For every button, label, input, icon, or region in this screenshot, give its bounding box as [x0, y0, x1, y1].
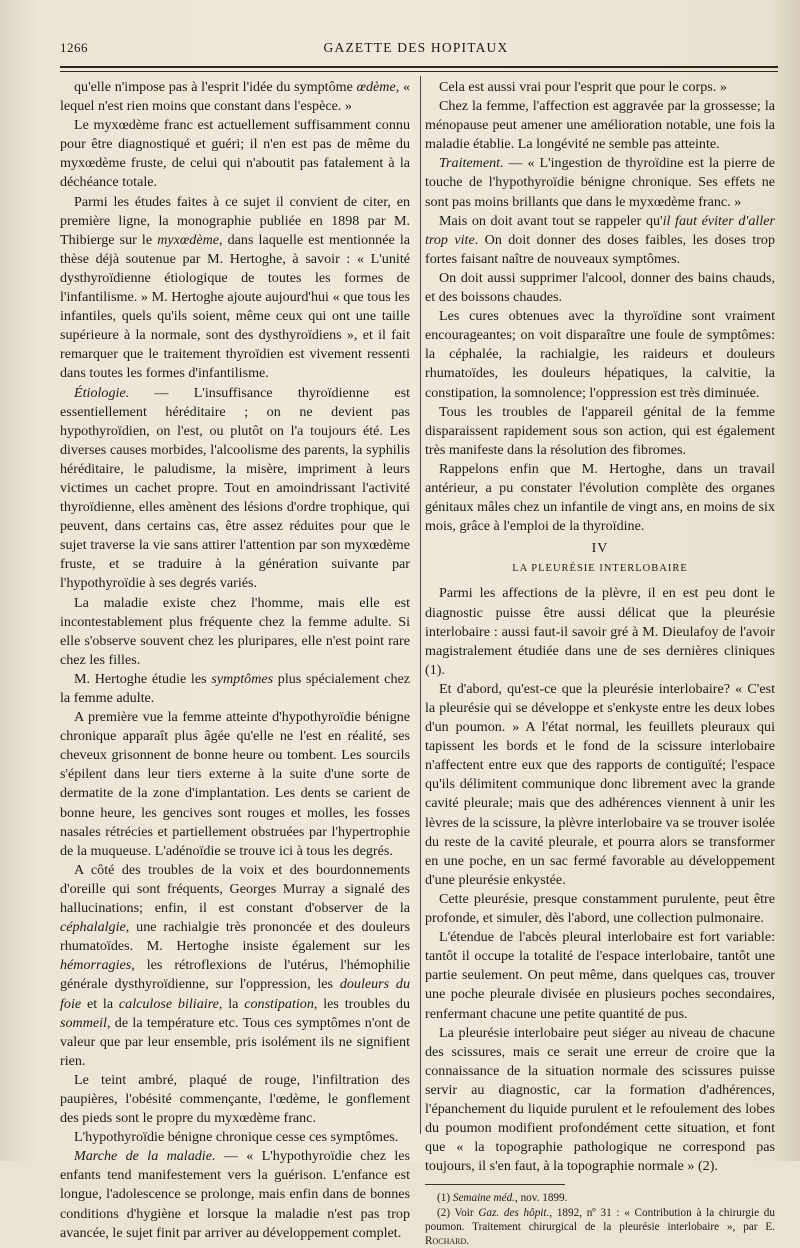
- italic-text: céphalalgie: [60, 919, 126, 936]
- italic-text: il faut éviter d'aller trop vite: [425, 212, 775, 248]
- italic-text: constipation: [244, 995, 314, 1012]
- footnote-rule: [425, 1184, 565, 1185]
- page-number: 1266: [60, 40, 88, 55]
- right-column-after: [425, 584, 775, 1176]
- left-column: [60, 78, 410, 1243]
- right-column-before-paragraph: Chez la femme, l'affection est aggravée par la grossesse; la ménopause peut amener une amélioration notable, une fois la maladie établie. La longévité ne semble pas atteinte.: [425, 98, 775, 153]
- italic-text: symptômes: [211, 670, 274, 687]
- left-column-paragraph: A côté des troubles de la voix et des bourdonnements d'oreille qui sont fréquents, Georges Murray a signalé des hallucinations; enfin, il est constant d'observer de la céphalalgie, une rachialgie très prononcée et des douleurs rhumatoïdes. M. Hertoghe insiste également sur les hémorragies, les rétroflexions de l'utérus, l'hémophilie générale dysthyroïdienne, sur l'oppression, les douleurs du foie et la calculose biliaire, la constipation, les troubles du sommeil, de la température etc. Tous ces symptômes n'ont de valeur que par leur ensemble, pris isolément ils ne signifient rien.: [60, 861, 410, 1069]
- left-column-paragraph: qu'elle n'impose pas à l'esprit l'idée du symptôme œdème, « lequel n'est rien moins que constant dans l'espèce. »: [60, 79, 410, 115]
- right-column-before-paragraph: Les cures obtenues avec la thyroïdine sont vraiment encourageantes; on voit disparaître une foule de symptômes: la céphalée, la rachialgie, les raideurs et douleurs rhumatoïdes, les douleurs hépatiques, la calvitie, la constipation, la somnolence; l'oppression est très diminuée.: [425, 308, 775, 401]
- left-column-paragraph: La maladie existe chez l'homme, mais elle est incontestablement plus fréquente chez la femme adulte. Si elle s'observe souvent chez les pluripares, elle n'est point rare chez les filles.: [60, 594, 410, 668]
- left-column-paragraph: A première vue la femme atteinte d'hypothyroïdie bénigne chronique apparaît plus âgée qu'elle ne l'est en réalité, ses cheveux grisonnent de bonne heure ou tombent. Les sourcils s'épilent dans leur tiers externe à la suite d'une sorte de dermatite de la zone d'implantation. Les dents se carient de bonne heure, les gencives sont rouges et molles, les fosses nasales rétrécies et partiellement obstruées par l'hypertrophie de la muqueuse. L'adénoïdie se trouve ici à tous les degrés.: [60, 709, 410, 859]
- left-column-paragraph: Le myxœdème franc est actuellement suffisamment connu pour être diagnostiqué et guéri; il n'en est pas de même du myxœdème fruste, de celui qui n'aboutit pas fatalement à la déchéance totale.: [60, 117, 410, 191]
- right-column-before: [425, 78, 775, 536]
- footnotes-paragraph: (2) Voir Gaz. des hôpit., 1892, nº 31 : « Contribution à la chirurgie du poumon. Traitement chirurgical de la pleurésie interlobaire », par E. Rochard.: [425, 1206, 775, 1247]
- header-rule-thick: [60, 66, 778, 68]
- italic-text: douleurs du foie: [60, 976, 410, 1012]
- right-column-before-paragraph: Mais on doit avant tout se rappeler qu'il faut éviter d'aller trop vite. On doit donner des doses faibles, les doses trop fortes faisant naître de nouveaux symptômes.: [425, 212, 775, 267]
- italic-text: hémorragies: [60, 957, 132, 974]
- footnotes-paragraph: (1) Semaine méd., nov. 1899.: [437, 1192, 568, 1205]
- journal-title: GAZETTE DES HOPITAUX: [323, 40, 509, 55]
- right-column-after-paragraph: Cette pleurésie, presque constamment purulente, peut être profonde, et simuler, dès l'abord, une collection pulmonaire.: [425, 890, 775, 927]
- right-column-after-paragraph: Et d'abord, qu'est-ce que la pleurésie interlobaire? « C'est la pleurésie qui se développe et s'enkyste entre les deux lobes d'un poumon. » A l'état normal, les feuillets pleuraux qui tapissent les bords et le fond de la scissure interlobaire n'affectent entre eux que des rapports de contiguïté; l'espace qu'ils délimitent communique donc librement avec la grande cavité pleurale; mais que des adhérences viennent à unir les lèvres de la scissure, la plèvre interlobaire va se trouver isolée du reste de la cavité pleurale, et pourra alors se transformer en une poche, en un sac fermé favorable au développement d'une pleurésie enkystée.: [425, 680, 775, 888]
- section-numeral: IV: [591, 541, 609, 557]
- small-caps-text: Rochard: [425, 1234, 467, 1247]
- italic-text: Semaine méd.: [452, 1192, 515, 1205]
- right-column: [425, 78, 775, 1248]
- header-rule-thin: [60, 71, 778, 72]
- italic-text: Étiologie.: [74, 384, 130, 401]
- left-column-paragraph: Le teint ambré, plaqué de rouge, l'infiltration des paupières, l'obésité commençante, l'œdème, le gonflement des pieds sont le propre du myxœdème franc.: [60, 1071, 410, 1127]
- right-column-before-paragraph: Traitement. — « L'ingestion de thyroïdine est la pierre de touche de l'hypothyroïdie bénigne chronique. Ses effets ne sont pas moins brillants que dans le myxœdème franc. »: [425, 155, 775, 210]
- right-column-after-paragraph: L'étendue de l'abcès pleural interlobaire est fort variable: tantôt il occupe la totalité de l'espace interlobaire, tantôt une partie seulement. On peut même, dans quelques cas, trouver une poche pleurale divisée en plusieurs poches secondaires, renfermant chacune une petite quantité de pus.: [425, 929, 775, 1022]
- column-divider: [420, 76, 421, 1134]
- left-column-paragraph: Parmi les études faites à ce sujet il convient de citer, en première ligne, la monographie publiée en 1898 par M. Thibierge sur le myxœdème, dans laquelle est mentionnée la thèse déjà soutenue par M. Hertoghe, à savoir : « L'unité dysthyroïdienne étiologique de toutes les formes de l'infantilisme. » M. Hertoghe ajoute aujourd'hui « que tous les infantiles, quels qu'ils soient, même ceux qui ont une taille supérieure à la normale, sont des dysthyroïdiens », et il fait remarquer que le traitement thyroïdien est vivement ressenti dans toutes les formes d'infantilisme.: [60, 193, 410, 382]
- italic-text: Marche de la maladie.: [74, 1148, 216, 1165]
- italic-text: Traitement.: [439, 155, 504, 172]
- left-column-paragraph: Marche de la maladie. — « L'hypothyroïdie chez les enfants tend manifestement vers la guérison. L'enfance est longue, l'adolescence se prolonge, mais enfin dans de bonnes conditions d'hygiène et lorsque la maladie n'est pas trop avancée, le sujet finit par arriver au développement complet.: [60, 1148, 410, 1241]
- section-title: LA PLEURÉSIE INTERLOBAIRE: [512, 563, 688, 575]
- left-column-paragraph: M. Hertoghe étudie les symptômes plus spécialement chez la femme adulte.: [60, 670, 410, 706]
- italic-text: œdème,: [356, 79, 400, 95]
- italic-text: myxœdème: [157, 231, 220, 248]
- page-header: [60, 40, 772, 66]
- italic-text: Gaz. des hôpit.: [478, 1206, 550, 1219]
- right-column-before-paragraph: On doit aussi supprimer l'alcool, donner des bains chauds, et des boissons chaudes.: [425, 269, 775, 306]
- right-column-after-paragraph: Parmi les affections de la plèvre, il en est peu dont le diagnostic puisse être aussi délicat que la pleurésie interlobaire : aussi faut-il savoir gré à M. Dieulafoy de l'avoir magistralement étudiée dans une de ses dernières cliniques (1).: [425, 585, 775, 678]
- right-column-before-paragraph: Rappelons enfin que M. Hertoghe, dans un travail antérieur, a pu constater l'évolution complète des organes génitaux mâles chez un infantile de vingt ans, en moins de six mois, grâce à l'emploi de la thyroïdine.: [425, 460, 775, 535]
- right-column-before-paragraph: Tous les troubles de l'appareil génital de la femme disparaissent rapidement sous son action, qui est également très manifeste dans la résolution des fibromes.: [425, 403, 775, 458]
- italic-text: sommeil: [60, 1014, 107, 1031]
- right-column-after-paragraph: La pleurésie interlobaire peut siéger au niveau de chacune des scissures, mais ce serait une erreur de croire que la connaissance de la situation normale des scissures puisse servir au diagnostic, car la formation d'adhérences, l'épanchement du liquide purulent et le refoulement des lobes du poumon modifient profondément cette situation, et font que « la topographie pathologique ne correspond pas toujours, il s'en faut, à la topographie normale » (2).: [425, 1024, 775, 1175]
- left-column-paragraph: Étiologie. — L'insuffisance thyroïdienne est essentiellement héréditaire ; on ne devient pas hypothyroïdien, on l'est, ou plutôt on l'a toujours été. Les diverses causes morbides, l'alcoolisme des parents, la syphilis héréditaire, le paludisme, la misère, impriment à leurs victimes un cachet propre. Tout en amoindrissant l'activité thyroïdienne, elles amènent des lésions d'ordre trophique, qui peuvent, dans certains cas, être assez réduites pour que le sujet traverse la vie sans attirer l'attention par son myxœdème fruste, et se traduire à la génération suivante par l'hypothyroïdie à ses degrés variés.: [60, 384, 410, 592]
- footnotes: [425, 1191, 775, 1248]
- left-column-paragraph: L'hypothyroïdie bénigne chronique cesse ces symptômes.: [74, 1129, 399, 1146]
- italic-text: calculose biliaire: [118, 995, 219, 1012]
- right-column-before-paragraph: Cela est aussi vrai pour l'esprit que pour le corps. »: [439, 79, 727, 95]
